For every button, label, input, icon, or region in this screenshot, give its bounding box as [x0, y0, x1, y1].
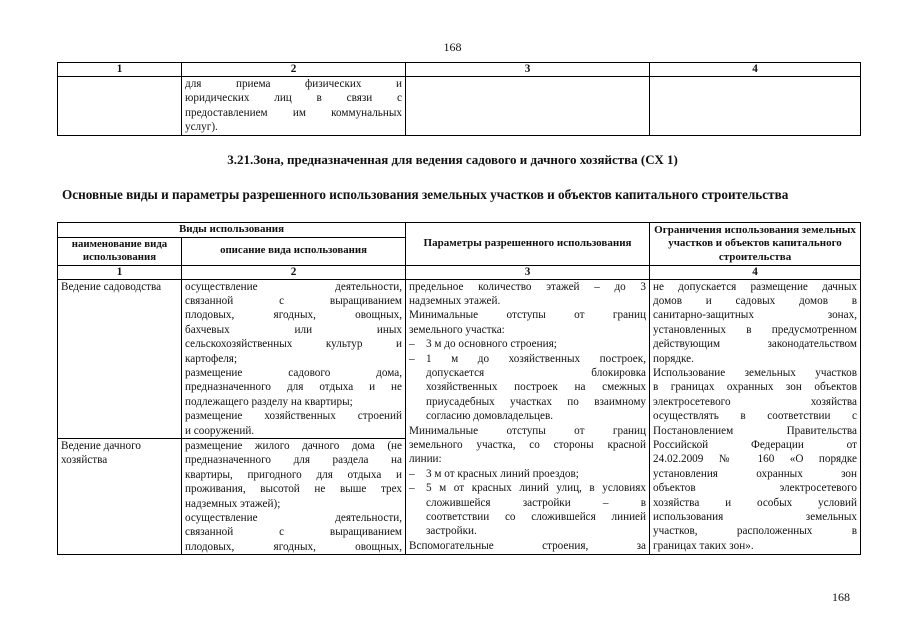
text-line: санитарно-защитных зонах,	[653, 309, 858, 322]
text-line: хозяйственных построек на смежных	[426, 381, 647, 394]
header-desc: описание вида использования	[182, 237, 406, 265]
text-line: 1 м до хозяйственных построек,	[426, 352, 647, 365]
text-line: предназначенного для раздела на	[185, 454, 403, 467]
header-name: наименование вида использования	[58, 237, 182, 265]
table-cell	[58, 77, 182, 136]
column-number-row	[58, 265, 861, 279]
text-line: границах таких зон».	[653, 539, 754, 552]
column-number: 1	[58, 63, 182, 77]
section-title: Основные виды и параметры разрешенного использования земельных участков и объектов капитального строительства	[62, 187, 789, 202]
column-number: 2	[182, 265, 406, 279]
table-row	[58, 279, 861, 438]
table-cell-description	[182, 77, 406, 136]
text-line: для приема физических и	[185, 78, 402, 90]
column-number: 1	[58, 265, 182, 279]
list-item	[409, 352, 646, 424]
text-line: осуществлять в соответствии с	[653, 410, 858, 423]
header-limits: Ограничения использования земельных участков и объектов капитального строительства	[650, 223, 861, 266]
text-line: приусадебных участках по взаимному	[426, 395, 647, 408]
text-line: 3 м до основного строения;	[426, 338, 557, 351]
list-item	[409, 467, 646, 481]
text-line: электросетевого хозяйства	[653, 395, 858, 408]
text-line: линии:	[409, 453, 442, 466]
main-table	[57, 222, 861, 555]
text-line: Минимальные отступы от границ	[409, 424, 647, 437]
text-line: допускается блокировка	[426, 366, 647, 379]
column-number: 3	[406, 265, 650, 279]
text-line: сложившейся застройки – в	[426, 496, 647, 509]
limits-cell	[650, 279, 861, 555]
text-line: предназначенного для отдыха и не	[185, 381, 403, 394]
text-line: юридических лиц в связи с	[185, 92, 402, 105]
text-line: плодовых, ягодных, овощных,	[185, 309, 403, 322]
text-line: плодовых, ягодных, овощных,	[185, 540, 403, 553]
text-line: 3 м от красных линий проездов;	[426, 467, 579, 480]
column-number: 3	[406, 63, 650, 77]
text-line: осуществление деятельности,	[185, 280, 403, 293]
continuation-table	[57, 62, 861, 136]
text-line: проживания, высотой не выше трех	[185, 483, 403, 496]
list-item	[409, 481, 646, 539]
text-line: надземных этажей);	[185, 497, 281, 510]
text-line: застройки.	[426, 525, 477, 538]
text-line: 24.02.2009 № 160 «О порядке	[653, 453, 858, 466]
column-number: 2	[182, 63, 406, 77]
table-cell	[406, 77, 650, 136]
page-number-bottom: 168	[832, 590, 850, 604]
text-line: Российской Федерации от	[653, 438, 858, 451]
use-name-cell	[58, 438, 182, 554]
text-line: установления охранных зон	[653, 467, 858, 480]
list-item	[409, 337, 646, 351]
column-number: 4	[650, 265, 861, 279]
zone-title: 3.21.Зона, предназначенная для ведения садового и дачного хозяйства (СХ 1)	[227, 152, 678, 167]
text-line: согласию домовладельцев.	[426, 410, 554, 423]
text-line: размещение садового дома,	[185, 366, 403, 379]
header-params: Параметры разрешенного использования	[406, 223, 650, 266]
text-line: связанной с выращиванием	[185, 294, 403, 307]
header-row	[58, 223, 861, 238]
text-line: сельскохозяйственных культур и	[185, 338, 403, 351]
table-row	[58, 77, 861, 136]
text-line: размещение хозяйственных строений	[185, 410, 403, 423]
text-line: Минимальные отступы от границ	[409, 309, 647, 322]
use-description-cell	[182, 438, 406, 554]
use-name-cell	[58, 279, 182, 438]
text-line: осуществление деятельности,	[185, 512, 403, 524]
dash-marker: –	[409, 352, 415, 365]
text-line: квартиры, пригодного для отдыха и	[185, 468, 403, 481]
dash-marker: –	[409, 482, 415, 495]
text-line: хозяйства и особых условий	[653, 496, 858, 509]
text-line: предоставлением им коммунальных	[185, 106, 402, 119]
text-line: связанной с выращиванием	[185, 526, 403, 539]
header-group: Виды использования	[58, 223, 406, 238]
dash-marker: –	[409, 338, 415, 351]
text-line: порядке.	[653, 352, 694, 365]
use-name: Ведение дачного	[61, 439, 141, 452]
text-line: размещение жилого дачного дома (не	[185, 439, 403, 452]
text-line: действующим законодательством	[653, 338, 858, 351]
text-line: бахчевых или иных	[185, 323, 403, 336]
text-line: установленных в предусмотренном	[653, 323, 858, 336]
text-line: Вспомогательные строения, за	[409, 539, 647, 552]
text-line: 5 м от красных линий улиц, в условиях	[426, 482, 647, 495]
text-line: картофеля;	[185, 352, 238, 365]
text-line: не допускается размещение дачных	[653, 280, 858, 293]
text-line: Постановлением Правительства	[653, 424, 858, 437]
text-line: предельное количество этажей – до 3	[409, 280, 647, 293]
text-line: подлежащего разделу на квартиры;	[185, 395, 353, 408]
text-line: домов и садовых домов в	[653, 294, 858, 307]
use-description-cell	[182, 279, 406, 438]
text-line: надземных этажей.	[409, 294, 501, 307]
use-name: Ведение садоводства	[61, 280, 162, 293]
column-number: 4	[650, 63, 861, 77]
table-cell	[650, 77, 861, 136]
text-line: и сооружений.	[185, 424, 255, 437]
text-line: земельного участка:	[409, 323, 505, 336]
text-line: земельного участка, со стороны красной	[409, 438, 647, 451]
text-line: участков, расположенных в	[653, 525, 858, 538]
column-number-row	[58, 63, 861, 77]
text-line: объектов электросетевого	[653, 482, 858, 495]
text-line: Использование земельных участков	[653, 366, 858, 379]
params-cell	[406, 279, 650, 555]
text-line: в границах охранных зон объектов	[653, 381, 858, 394]
text-line: соответствии со сложившейся линией	[426, 511, 647, 523]
use-name: хозяйства	[61, 454, 108, 467]
page-number-top: 168	[443, 40, 462, 54]
text-line: услуг).	[185, 121, 218, 134]
text-line: использования земельных	[653, 511, 858, 523]
dash-marker: –	[409, 467, 415, 480]
